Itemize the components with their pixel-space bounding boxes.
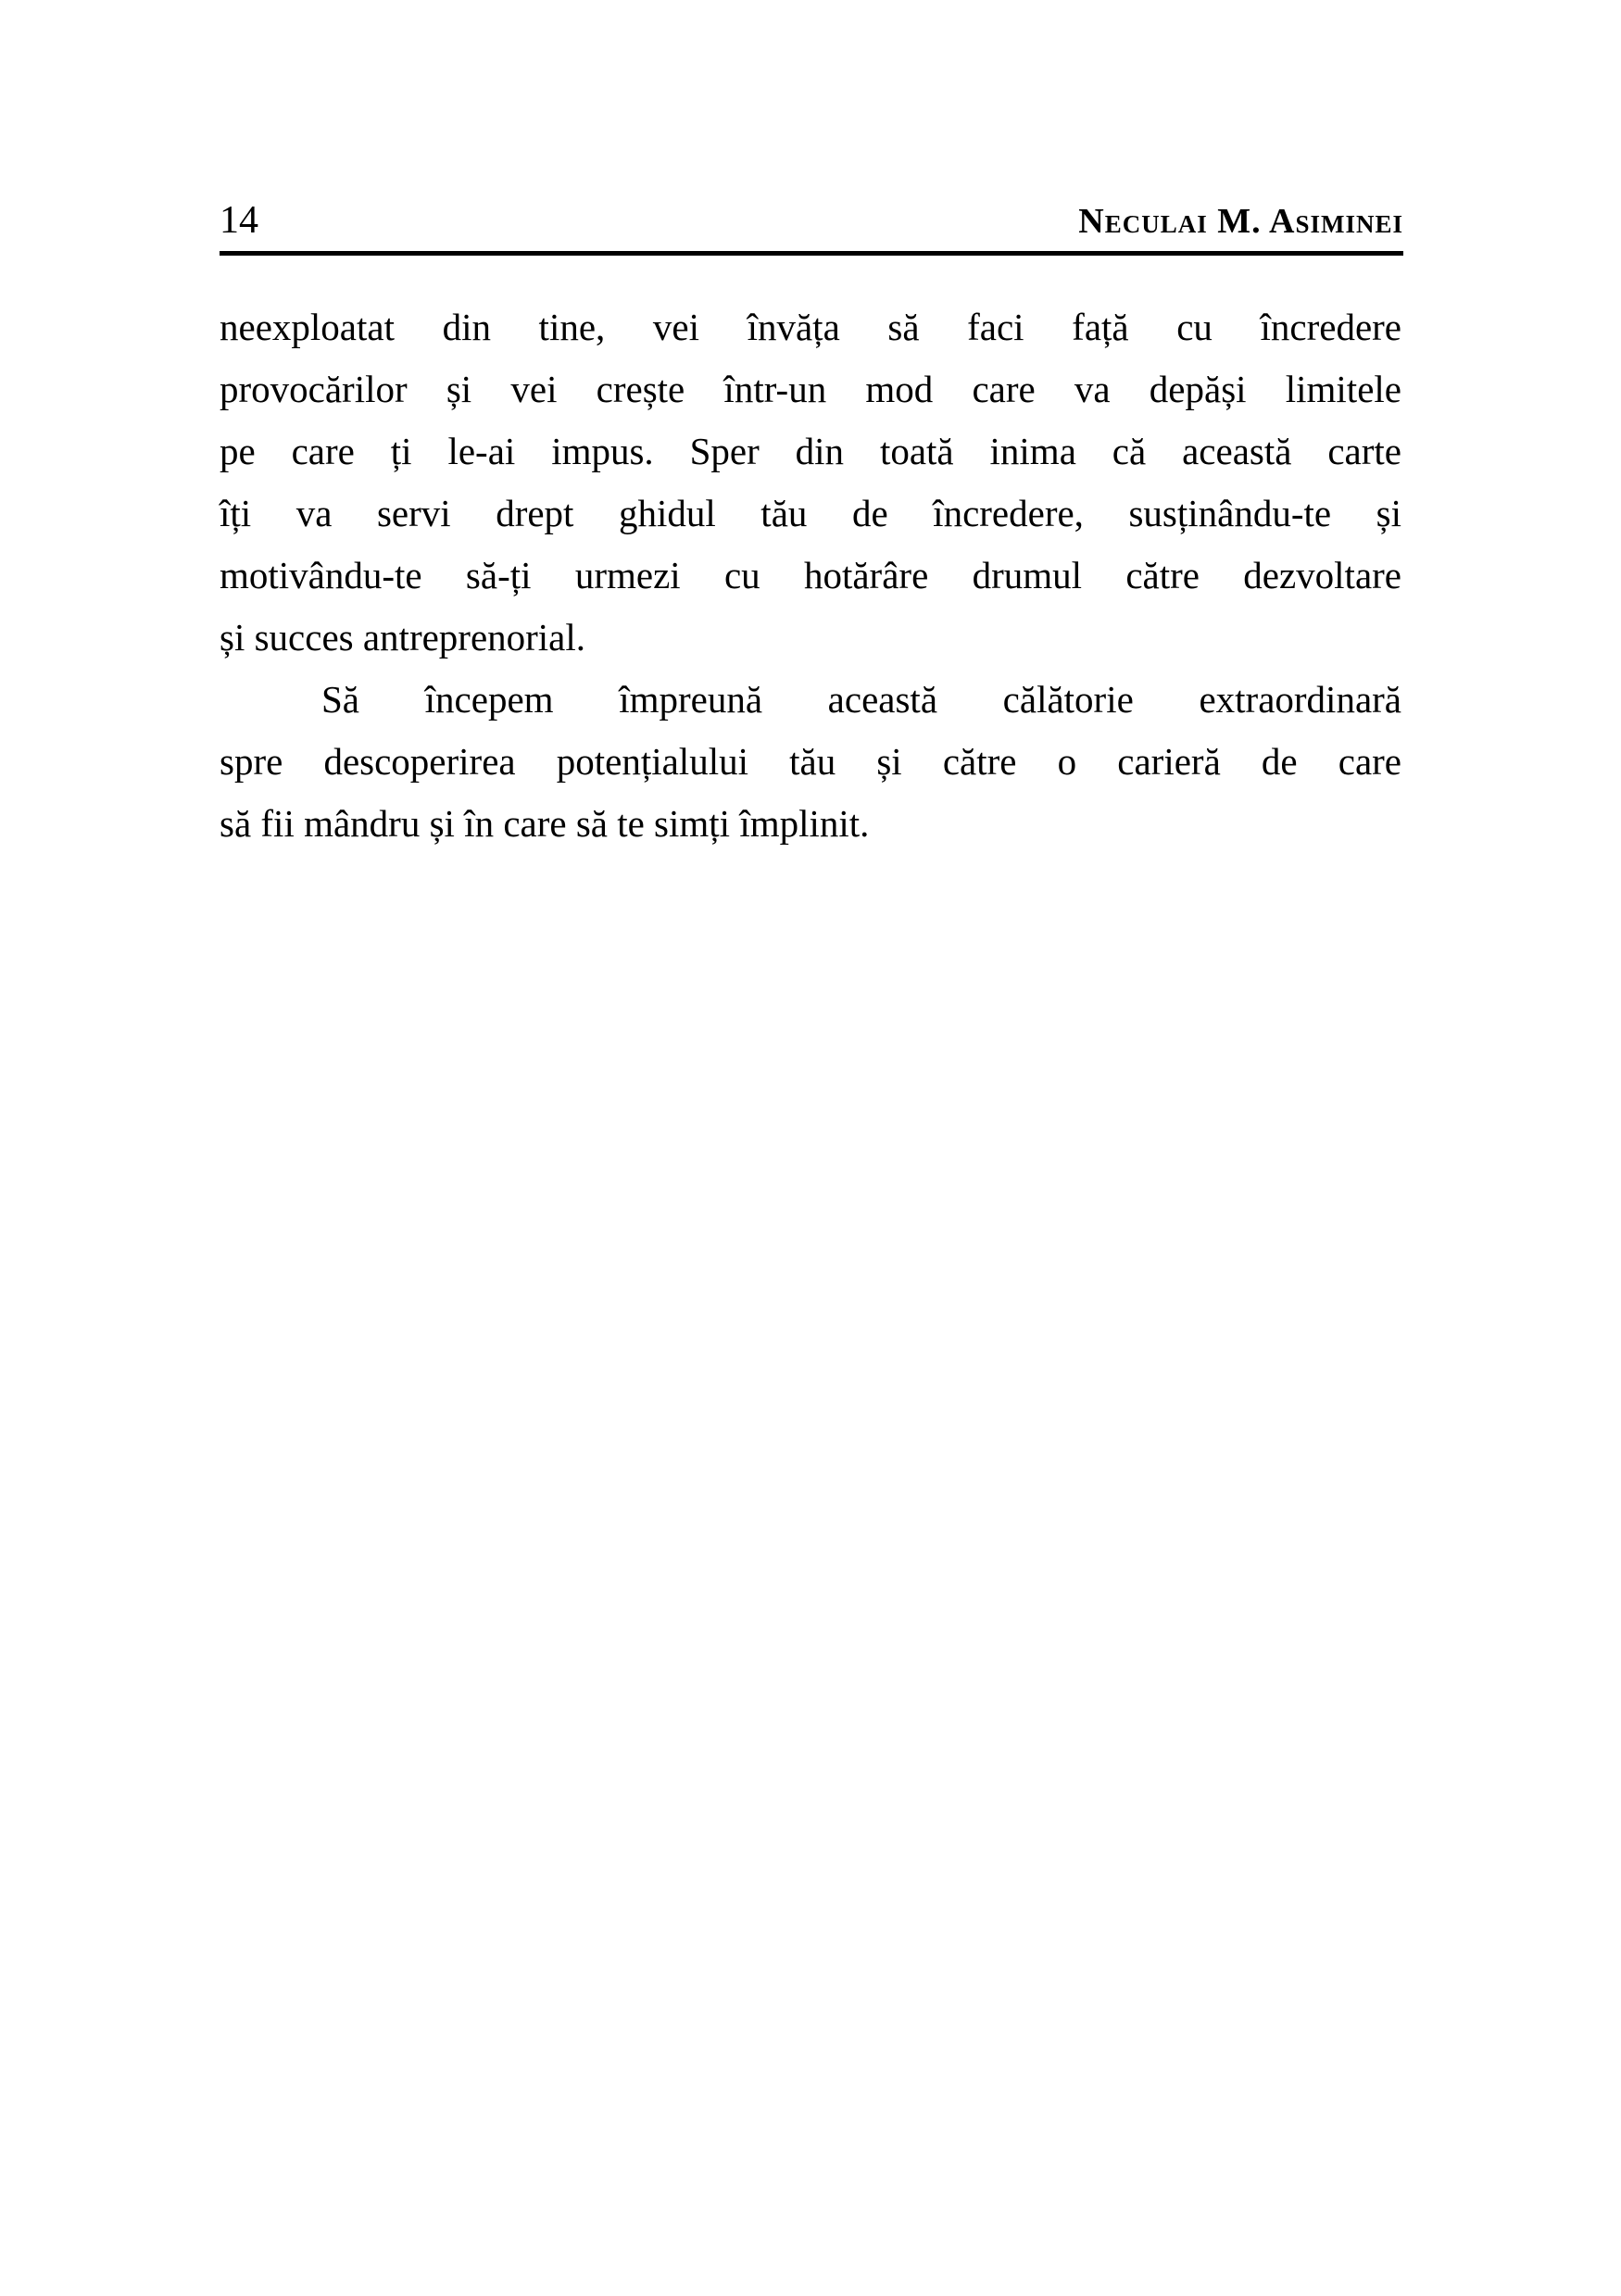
text-line: pe care ți le-ai impus. Sper din toată inima că această carte xyxy=(220,430,1401,472)
text-line: spre descoperirea potențialului tău și către o carieră de care xyxy=(220,740,1401,783)
text-line: și succes antreprenorial. xyxy=(220,616,586,659)
text-line: neexploatat din tine, vei învăța să faci față cu încredere xyxy=(220,306,1401,348)
text-line: Să începem împreună această călătorie extraordinară xyxy=(321,678,1401,721)
text-line: motivându-te să-ți urmezi cu hotărâre drumul către dezvoltare xyxy=(220,554,1401,596)
paragraph xyxy=(220,296,1401,669)
text-line: să fii mândru și în care să te simți împlinit. xyxy=(220,802,870,845)
text-line: provocărilor și vei crește într-un mod care va depăși limitele xyxy=(220,368,1401,410)
text-line: îți va servi drept ghidul tău de încredere, susținându-te și xyxy=(220,492,1401,534)
running-header xyxy=(220,200,1403,256)
page-number: 14 xyxy=(220,199,258,242)
running-title: Neculai M. Asiminei xyxy=(1078,202,1403,241)
body-text xyxy=(220,296,1401,919)
paragraph xyxy=(220,669,1401,855)
